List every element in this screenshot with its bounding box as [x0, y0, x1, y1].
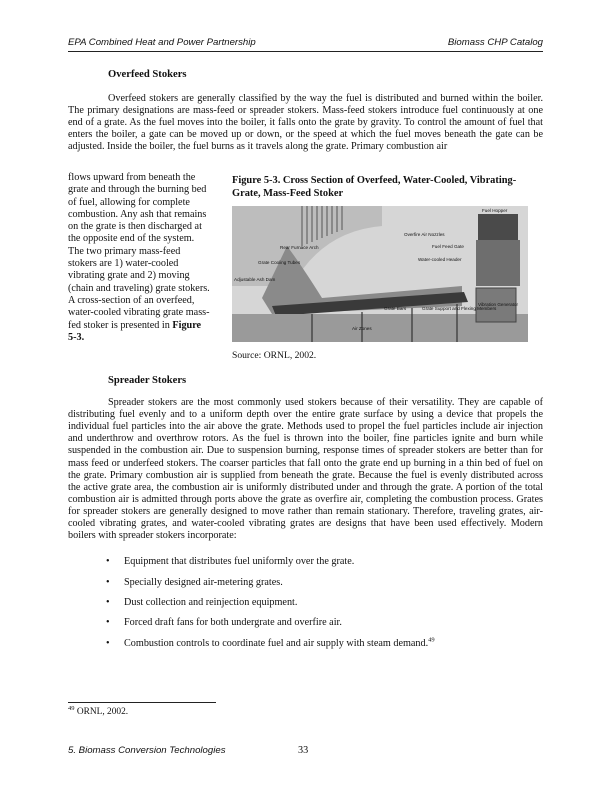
label-grate-cooling-tubes: Grate Cooling Tubes	[258, 260, 301, 265]
spreader-feature-list	[68, 556, 543, 650]
list-item-text: Forced draft fans for both undergrate and overfire air.	[124, 617, 342, 629]
label-adjustable-ash-dam: Adjustable Ash Dam	[234, 277, 276, 282]
footer-section-title: 5. Biomass Conversion Technologies	[68, 745, 226, 756]
figure-caption: Figure 5-3. Cross Section of Overfeed, Water-Cooled, Vibrating-Grate, Mass-Feed Stoker	[232, 175, 517, 199]
spreader-heading: Spreader Stokers	[108, 375, 187, 386]
header-rule	[68, 51, 543, 52]
overfeed-paragraph: Overfeed stokers are generally classified by the way the fuel is distributed and burned within the boiler. The primary designations are mass-feed or spreader stokers. Mass-feed stokers introduce fuel continuously at one end of a grate. As the fuel moves into the boiler, it falls onto the grate by gravity. To control the amount of fuel that enters the boiler, a gate can be moved up or down, or the speed at which the fuel moves beneath the gate can be adjusted. Inside the boiler, the fuel burns as it travels along the grate. Primary combustion air	[68, 93, 543, 153]
footnote-rule	[68, 702, 216, 703]
footnote	[68, 704, 129, 717]
bullet-mark: •	[106, 617, 110, 629]
overfeed-section	[68, 69, 543, 154]
overfeed-heading: Overfeed Stokers	[108, 69, 187, 80]
list-item	[68, 638, 543, 650]
list-item-text: Combustion controls to coordinate fuel and air supply with steam demand.	[124, 637, 429, 649]
label-overfire-air-nozzles: Overfire Air Nozzles	[404, 232, 445, 237]
list-item-text: Dust collection and reinjection equipment.	[124, 597, 298, 608]
page-header	[68, 37, 543, 51]
header-left-title: EPA Combined Heat and Power Partnership	[68, 37, 256, 48]
list-item-text: Specially designed air-metering grates.	[124, 576, 283, 588]
figure-source: Source: ORNL, 2002.	[232, 350, 317, 361]
label-grate-bars: Grate Bars	[384, 306, 407, 311]
header-right-title: Biomass CHP Catalog	[447, 37, 543, 48]
label-air-zones: Air Zones	[352, 326, 372, 331]
label-fuel-hopper: Fuel Hopper	[482, 208, 508, 213]
list-item	[68, 617, 543, 629]
list-item	[68, 597, 543, 609]
list-item-text: Equipment that distributes fuel uniformly over the grate.	[124, 556, 355, 568]
spreader-section	[68, 375, 543, 658]
figure-reference: Figure 5-3.	[68, 319, 202, 343]
bullet-mark: •	[106, 597, 110, 608]
label-vibration-generator: Vibration Generator	[478, 302, 519, 307]
label-fuel-feed-gate: Fuel Feed Gate	[432, 244, 464, 249]
figure-5-3	[232, 175, 532, 361]
page-number: 33	[298, 745, 309, 756]
stoker-cross-section-diagram	[232, 206, 528, 342]
fuel-hopper-shape	[478, 214, 518, 240]
bullet-mark: •	[106, 637, 110, 649]
list-item	[68, 577, 543, 589]
fuel-feed-assembly	[476, 240, 520, 286]
footnote-number: 49	[68, 704, 75, 712]
spreader-paragraph: Spreader stokers are the most commonly used stokers because of their versatility. They are capable of distributing fuel evenly and to a uniform depth over the entire grate surface by using a device that propels the individual fuel particles into the air above the grate. Methods used to propel the fuel particles include air injection and underthrow and overthrow rotors. As the fuel is thrown into the boiler, fine particles ignite and burn while suspended in the combustion air. Due to suspension burning, response times of spreader stokers are better than for mass feed or underfeed stokers. The coarser particles that fall onto the grate end up burning in a thin bed of fuel on the grate. Primary combustion air is supplied from beneath the grate. Because the fuel is evenly distributed across the active grate area, the combustion air is uniformly distributed under and through the grate. A portion of the total combustion air is admitted through ports above the grate as overfire air, completing the combustion process. Grates for spreader stokers are generally designed to move rather than remain stationary. Therefore, traveling grates, air-cooled vibrating grates, and water-cooled vibrating grates are designs that have been used effectively. Modern boilers with spreader stokers incorporate:	[68, 397, 543, 542]
bullet-mark: •	[106, 576, 110, 588]
label-grate-support: Grate Support and Flexing Members	[422, 306, 497, 311]
overfeed-narrow-body: flows upward from beneath the grate and through the burning bed of fuel, allowing for complete combustion. Any ash that remains on the grate is then discharged at the opposite end of the system. The two primary mass-feed stokers are 1) water-cooled vibrating grate and 2) moving (chain and traveling) grate stokers. A cross-section of an overfeed, water-cooled vibrating grate mass-fed stoker is presented in	[68, 172, 210, 331]
overfeed-narrow-text	[68, 172, 211, 344]
footnote-text: ORNL, 2002.	[74, 707, 129, 717]
list-item	[68, 556, 543, 568]
bullet-mark: •	[106, 556, 110, 568]
label-rear-furnace-arch: Rear Furnace Arch	[280, 245, 319, 250]
footnote-ref-49[interactable]: 49	[428, 636, 435, 644]
label-water-cooled-header: Water-cooled Header	[418, 257, 462, 262]
